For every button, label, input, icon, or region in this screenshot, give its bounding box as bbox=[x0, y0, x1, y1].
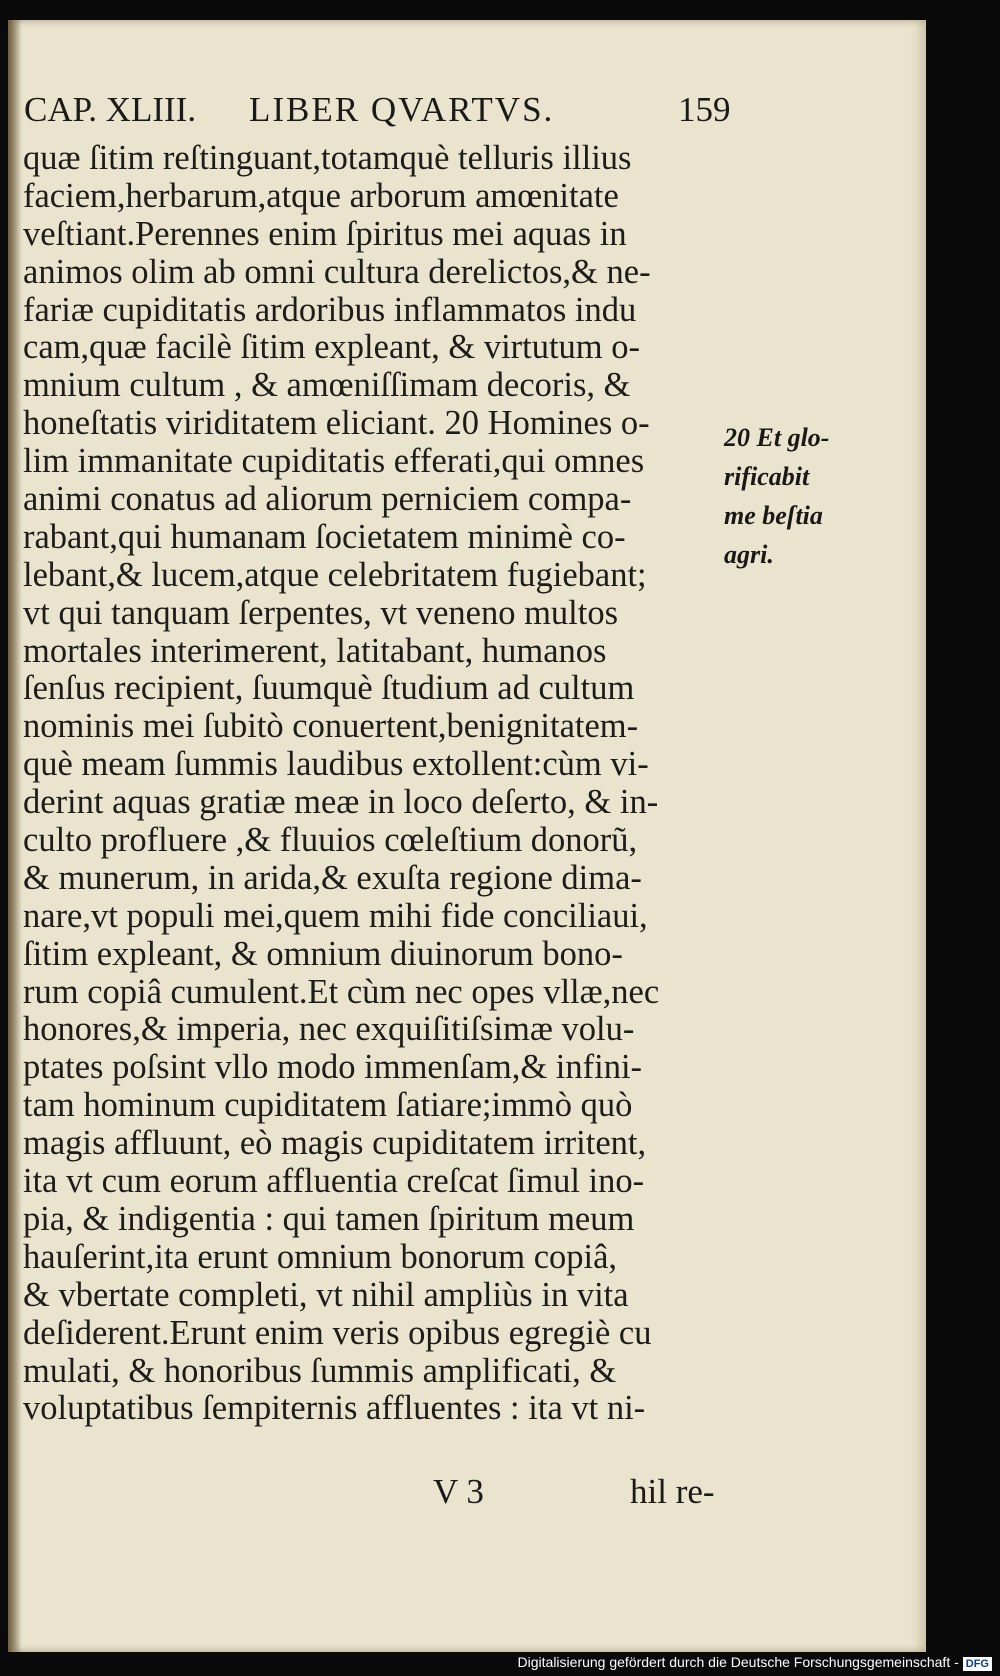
text-line: ita vt cum eorum affluentia creſcat ſimul ino- bbox=[23, 1163, 645, 1201]
text-line: veſtiant.Perennes enim ſpiritus mei aquas in bbox=[23, 215, 627, 253]
text-line: deſiderent.Erunt enim veris opibus egregiè cu bbox=[23, 1314, 652, 1352]
text-line: fariæ cupiditatis ardoribus inflammatos indu bbox=[23, 291, 637, 329]
book-title: LIBER QVARTVS. bbox=[249, 90, 555, 129]
text-line: nominis mei ſubitò conuertent,benignitatem- bbox=[23, 708, 639, 746]
text-line: lim immanitate cupiditatis efferati,qui omnes bbox=[23, 443, 645, 481]
text-line: culto profluere ,& fluuios cœleſtium donorũ, bbox=[23, 822, 638, 860]
text-line: mulati, & honoribus ſummis amplificati, & bbox=[23, 1352, 617, 1390]
text-line: rum copiâ cumulent.Et cùm nec opes vllæ,nec bbox=[23, 973, 660, 1011]
credit-text: Digitalisierung gefördert durch die Deutsche Forschungsgemeinschaft - bbox=[517, 1654, 959, 1670]
margin-note-line: rificabit bbox=[724, 462, 810, 491]
margin-note-line: me beſtia bbox=[724, 501, 823, 530]
text-line: rabant,qui humanam ſocietatem minimè co- bbox=[23, 518, 626, 556]
text-line: lebant,& lucem,atque celebritatem fugiebant; bbox=[23, 556, 647, 594]
text-line: animi conatus ad aliorum perniciem compa- bbox=[23, 481, 632, 519]
page-number: 159 bbox=[678, 90, 731, 129]
text-line: nare,vt populi mei,quem mihi fide conciliaui, bbox=[23, 897, 648, 935]
digitization-credit bbox=[518, 1654, 992, 1671]
text-line: honeſtatis viriditatem eliciant. 20 Homines o- bbox=[23, 405, 650, 443]
text-line: què meam ſummis laudibus extollent:cùm vi- bbox=[23, 746, 649, 784]
text-line: mortales interimerent, latitabant, humanos bbox=[23, 632, 607, 670]
margin-note-line: agri. bbox=[724, 540, 774, 569]
text-line: magis affluunt, eò magis cupiditatem irritent, bbox=[23, 1125, 647, 1163]
text-line: ptates poſsint vllo modo immenſam,& infini- bbox=[23, 1049, 643, 1087]
margin-note-line: 20 Et glo- bbox=[724, 423, 830, 452]
text-line: & vbertate completi, vt nihil ampliùs in vita bbox=[23, 1276, 629, 1314]
text-line: voluptatibus ſempiternis affluentes : ita vt ni- bbox=[23, 1390, 646, 1428]
text-line: animos olim ab omni cultura derelictos,& ne- bbox=[23, 253, 651, 291]
margin-note bbox=[724, 418, 849, 574]
text-line: derint aquas gratiæ meæ in loco deſerto, & in- bbox=[23, 784, 659, 822]
text-line: cam,quæ facilè ſitim expleant, & virtutum o- bbox=[23, 329, 641, 367]
text-line: honores,& imperia, nec exquiſitiſsimæ volu- bbox=[23, 1011, 635, 1049]
text-line: ſenſus recipient, ſuumquè ſtudium ad cultum bbox=[23, 670, 635, 708]
page-footer bbox=[23, 1472, 727, 1512]
catchword: hil re- bbox=[630, 1472, 715, 1511]
text-line: mnium cultum , & amœniſſimam decoris, & bbox=[23, 367, 631, 405]
text-line: pia, & indigentia : qui tamen ſpiritum meum bbox=[23, 1200, 635, 1238]
chapter-label: CAP. XLIII. bbox=[24, 90, 197, 129]
text-line: faciem,herbarum,atque arborum amœnitate bbox=[23, 177, 619, 215]
dfg-logo: DFG bbox=[963, 1657, 992, 1671]
text-line: vt qui tanquam ſerpentes, vt veneno multos bbox=[23, 594, 619, 632]
gutter-shadow bbox=[8, 20, 22, 1652]
text-line: ſitim expleant, & omnium diuinorum bono- bbox=[23, 935, 623, 973]
text-line: tam hominum cupiditatem ſatiare;immò quò bbox=[23, 1087, 633, 1125]
book-page bbox=[8, 20, 926, 1652]
text-line: quæ ſitim reſtinguant,totamquè telluris illius bbox=[23, 140, 632, 177]
text-line: hauſerint,ita erunt omnium bonorum copiâ, bbox=[23, 1238, 618, 1276]
running-header bbox=[24, 82, 731, 132]
text-line: & munerum, in arida,& exuſta regione dima- bbox=[23, 859, 642, 897]
body-text bbox=[23, 140, 727, 1428]
signature-mark: V 3 bbox=[433, 1472, 484, 1511]
